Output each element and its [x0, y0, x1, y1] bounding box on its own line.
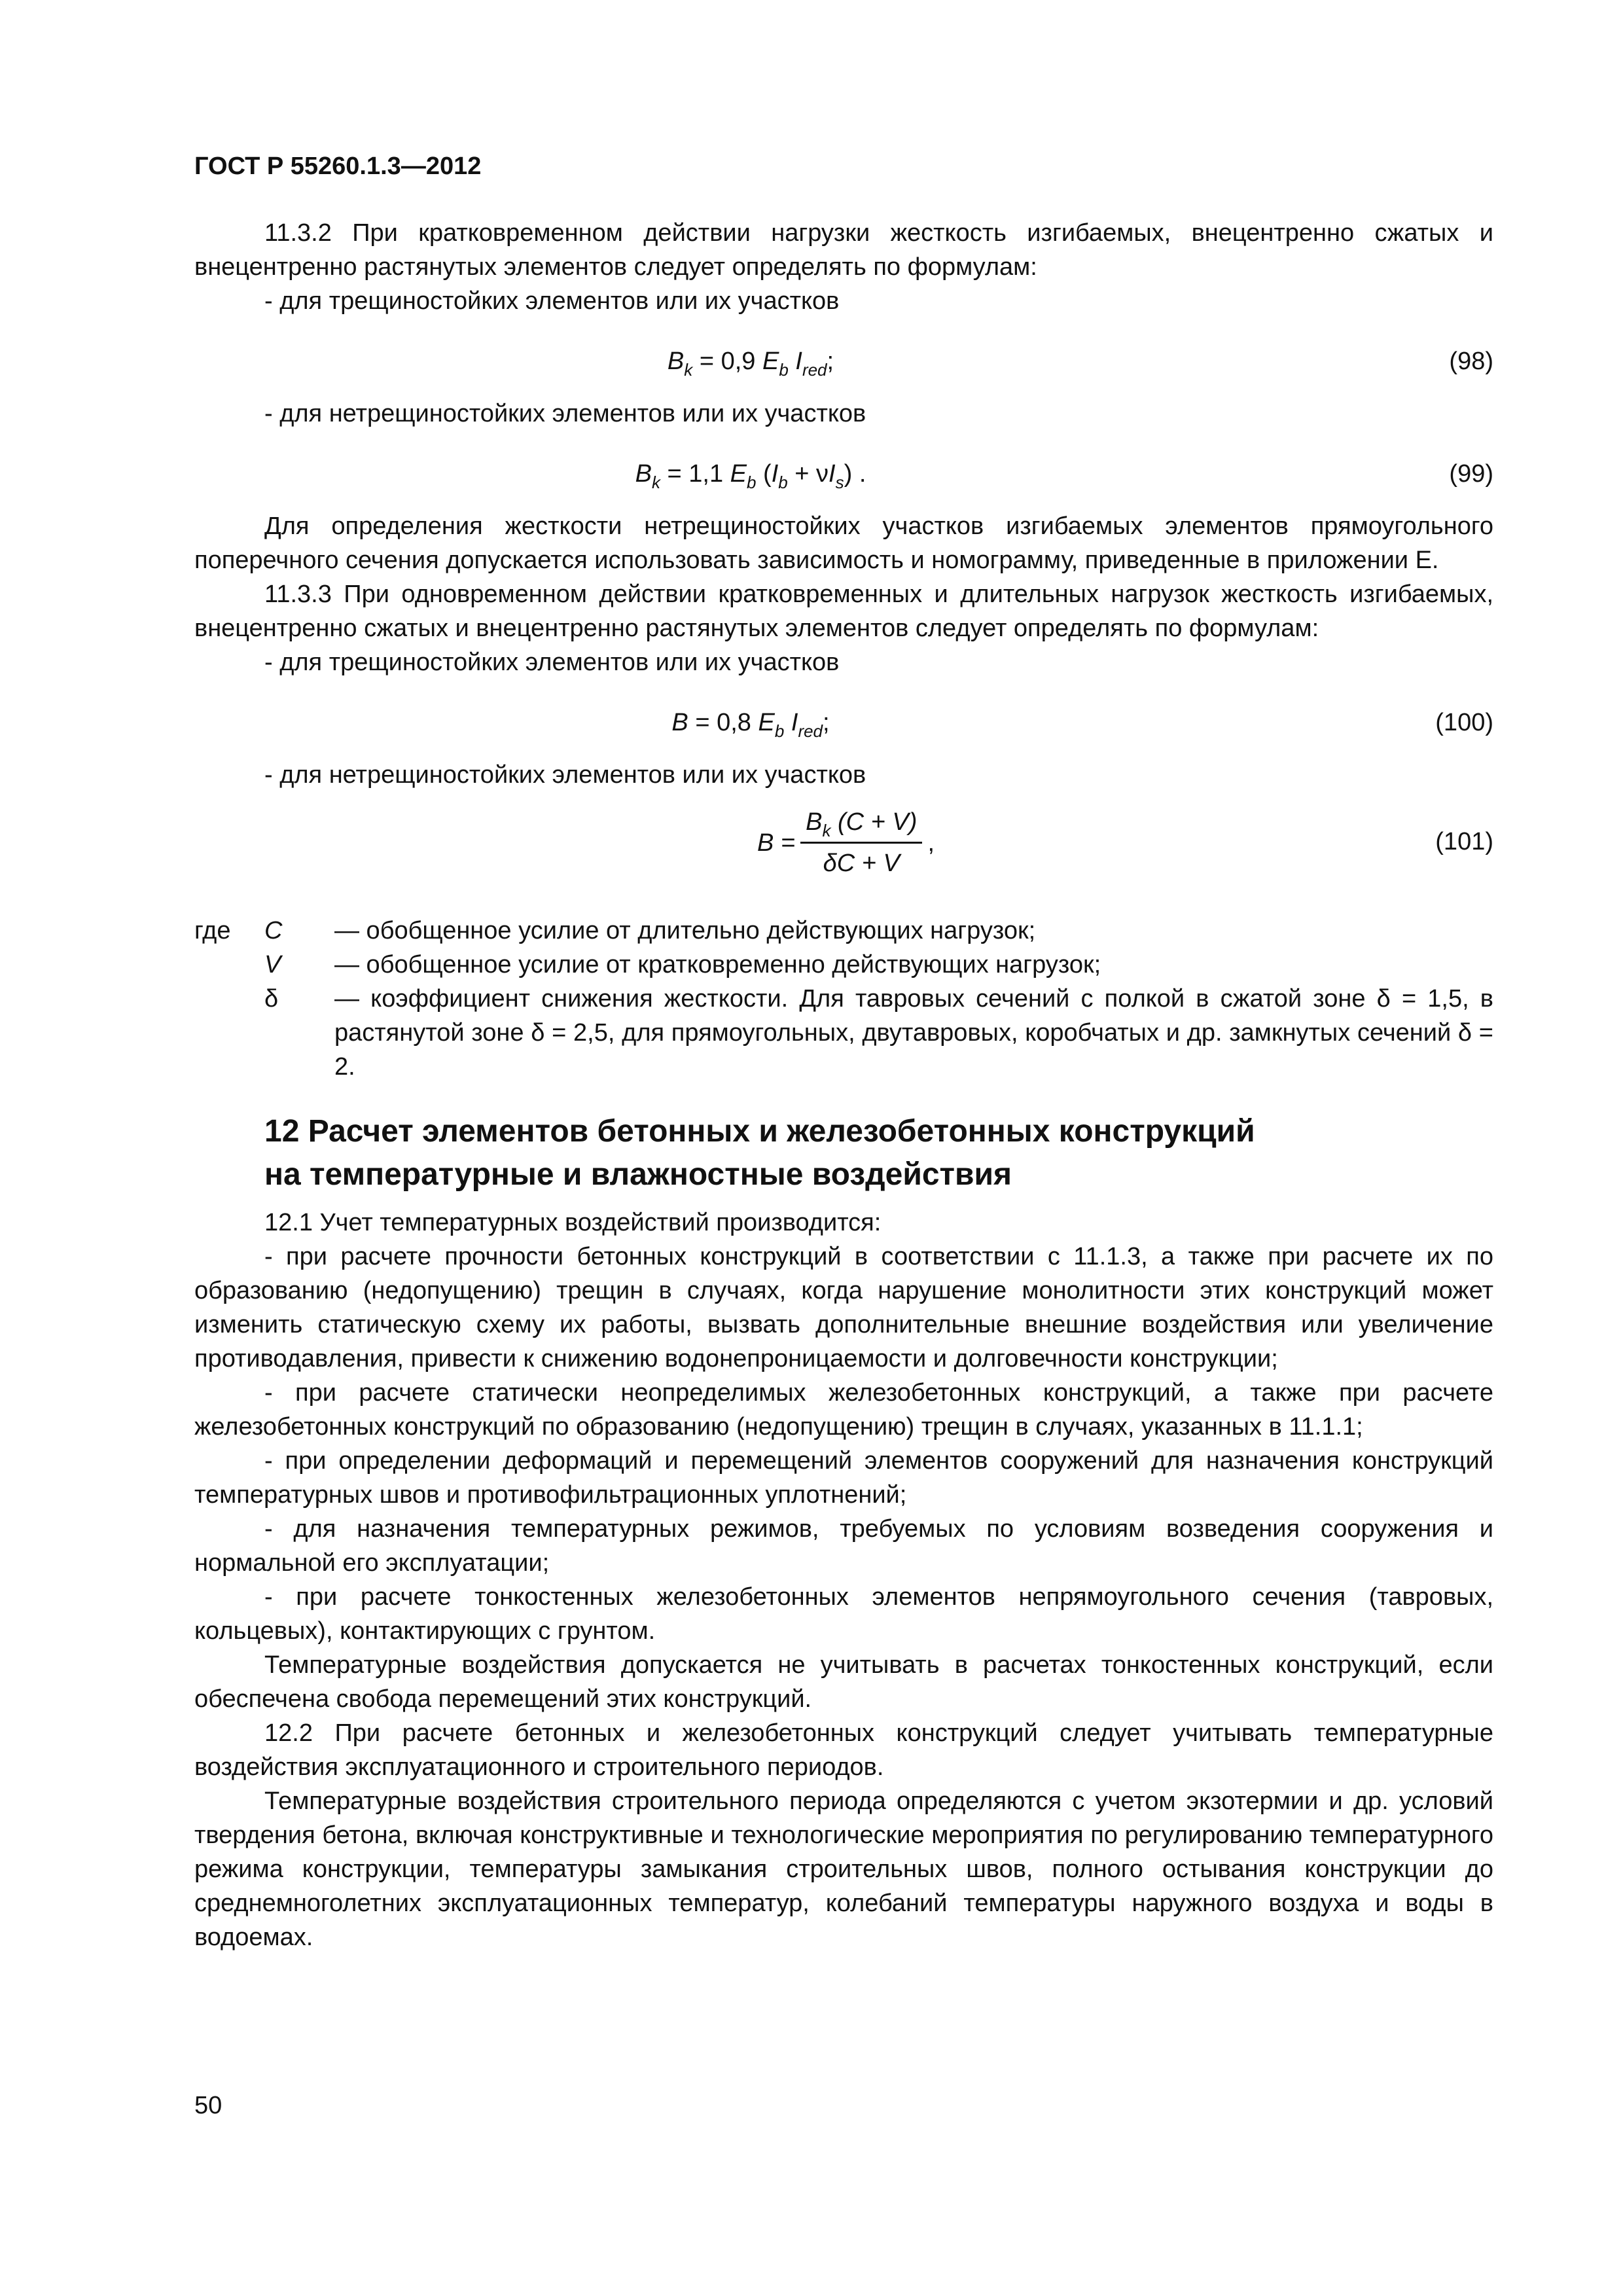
definition-symbol: C: [264, 917, 283, 944]
list-item: - при расчете прочности бетонных конструкций в соответствии с 11.1.3, а также при расчете их по образованию (недопущению) трещин в случаях, когда нарушение монолитности этих конструкций может изменить статическую схему их работы, вызвать дополнительные внешние воздействия или увеличение противодавления, привести к снижению водонепроницаемости и долговечности конструкции;: [194, 1243, 1493, 1372]
section-heading-line: 12 Расчет элементов бетонных и железобетонных конструкций: [264, 1114, 1255, 1149]
section-heading-line: на температурные и влажностные воздействия: [264, 1157, 1012, 1192]
formula-98-expression: $B_k = 0,9$ $E_b$ $I_{red}$;: [667, 348, 834, 380]
formula-100-expression: B = 0,8 $E_b$ $I_{red}$;: [671, 709, 830, 741]
paragraph-stiffness: Для определения жесткости нетрещиностойких участков изгибаемых элементов прямоугольного поперечного сечения допускается использовать зависимость и номограмму, приведенные в приложении Е.: [194, 512, 1493, 574]
formula-number: (98): [1449, 348, 1493, 375]
formula-101-expression: B = $\frac{B_k (C + V)}{\delta C + V}$ ,: [757, 805, 935, 880]
list-item: - при расчете тонкостенных железобетонных элементов непрямоугольного сечения (тавровых, кольцевых), контактирующих с грунтом.: [194, 1583, 1493, 1645]
fraction-denominator: δC + V: [823, 850, 900, 877]
list-item: - для назначения температурных режимов, требуемых по условиям возведения сооружения и нормальной его эксплуатации;: [194, 1515, 1493, 1577]
formula-101: [194, 792, 1493, 903]
definitions-list: [194, 914, 1493, 1084]
paragraph-11-3-2: 11.3.2 При кратковременном действии нагрузки жесткость изгибаемых, внецентренно сжатых и внецентренно растянутых элементов следует определять по формулам:: [194, 219, 1493, 281]
paragraph-11-3-3: 11.3.3 При одновременном действии кратковременных и длительных нагрузок жесткость изгибаемых, внецентренно сжатых и внецентренно растянутых элементов следует определять по формулам:: [194, 581, 1493, 642]
definition-text: — коэффициент снижения жесткости. Для тавровых сечений с полкой в сжатой зоне δ = 1,5, в растянутой зоне δ = 2,5, для прямоугольных, двутавровых, коробчатых и др. замкнутых сечений δ = 2.: [334, 985, 1493, 1081]
standard-code: ГОСТ Р 55260.1.3—2012: [194, 152, 482, 180]
list-item: - при определении деформаций и перемещений элементов сооружений для назначения конструкций температурных швов и противофильтрационных уплотнений;: [194, 1447, 1493, 1509]
where-label: где: [194, 917, 231, 944]
list-item: - для трещиностойких элементов или их участков: [264, 649, 840, 676]
formula-number: (100): [1435, 709, 1493, 736]
definition-symbol: δ: [264, 985, 279, 1013]
formula-99: [194, 431, 1493, 509]
list-item: - для нетрещиностойких элементов или их участков: [264, 400, 866, 427]
formula-99-expression: $B_k = 1,1$ $E_b$ $(I_b + \nu I_s)$ .: [635, 460, 866, 492]
paragraph-ignore: Температурные воздействия допускается не учитывать в расчетах тонкостенных конструкций, если обеспечена свобода перемещений этих конструкций.: [194, 1651, 1493, 1713]
paragraph-12-1: 12.1 Учет температурных воздействий производится:: [264, 1209, 882, 1236]
list-item: - при расчете статически неопределимых железобетонных конструкций, а также при расчете железобетонных конструкций по образованию (недопущению) трещин в случаях, указанных в 11.1.1;: [194, 1379, 1493, 1441]
formula-100: [194, 679, 1493, 758]
definition-row: [194, 982, 1493, 1084]
fraction-numerator: $B_k$ (C + V): [800, 805, 922, 844]
definition-symbol: V: [264, 951, 281, 978]
formula-number: (99): [1449, 460, 1493, 488]
fraction: [800, 805, 922, 880]
formula-98: [194, 318, 1493, 397]
definition-text: — обобщенное усилие от кратковременно действующих нагрузок;: [334, 951, 1101, 978]
page-number: 50: [194, 2092, 223, 2119]
definition-row: [194, 948, 1493, 982]
list-item: - для трещиностойких элементов или их участков: [264, 287, 840, 315]
list-item: - для нетрещиностойких элементов или их участков: [264, 761, 866, 789]
document-body: [194, 216, 1493, 1954]
definition-text: — обобщенное усилие от длительно действующих нагрузок;: [334, 917, 1036, 944]
paragraph-12-2: 12.2 При расчете бетонных и железобетонных конструкций следует учитывать температурные воздействия эксплуатационного и строительного периодов.: [194, 1719, 1493, 1781]
section-12-heading: [264, 1110, 1493, 1196]
paragraph-construction: Температурные воздействия строительного периода определяются с учетом экзотермии и др. условий твердения бетона, включая конструктивные и технологические мероприятия по регулированию температурного режима конструкции, температуры замыкания строительных швов, полного остывания конструкции до среднемноголетних эксплуатационных температур, колебаний температуры наружного воздуха и воды в водоемах.: [194, 1787, 1493, 1951]
formula-number: (101): [1435, 828, 1493, 855]
definition-row: [194, 914, 1493, 948]
